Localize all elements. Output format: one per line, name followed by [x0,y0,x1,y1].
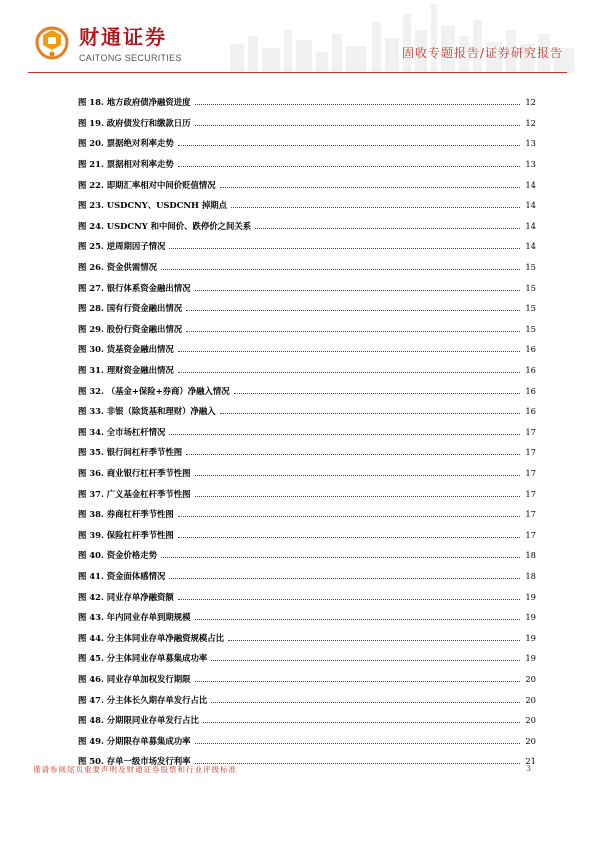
toc-entry-label: 图 22. 即期汇率相对中间价贬值情况 [78,179,216,190]
toc-entry-label: 图 30. 货基资金融出情况 [78,344,174,355]
toc-entry-label: 图 47. 分主体长久期存单发行占比 [78,694,208,705]
toc-entry-label: 图 31. 理财资金融出情况 [78,365,174,376]
toc-entry-label: 图 50. 存单一级市场发行利率 [78,756,191,767]
toc-entry[interactable] [78,319,536,340]
toc-entry[interactable] [78,710,536,731]
toc-entry-page: 17 [525,488,536,499]
toc-entry-page: 12 [525,97,536,108]
toc-entry-page: 20 [525,673,536,684]
toc-dot-leader [178,592,520,600]
toc-dot-leader [169,241,520,249]
toc-entry-label: 图 20. 票据绝对利率走势 [78,138,174,149]
toc-entry-page: 21 [525,756,536,767]
toc-entry-label: 图 27. 银行体系资金融出情况 [78,282,191,293]
toc-entry[interactable] [78,669,536,690]
toc-entry[interactable] [78,113,536,134]
toc-dot-leader [178,159,520,167]
toc-entry[interactable] [78,133,536,154]
toc-entry-page: 12 [525,117,536,128]
toc-dot-leader [203,715,520,723]
toc-entry[interactable] [78,463,536,484]
toc-entry[interactable] [78,545,536,566]
toc-dot-leader [178,365,520,373]
toc-dot-leader [195,118,520,126]
toc-entry-page: 16 [525,344,536,355]
toc-entry[interactable] [78,483,536,504]
toc-dot-leader [195,612,520,620]
toc-entry[interactable] [78,524,536,545]
toc-entry-label: 图 33. 非银（除货基和理财）净融入 [78,406,216,417]
toc-dot-leader [178,344,520,352]
toc-entry-page: 17 [525,447,536,458]
toc-dot-leader [169,427,520,435]
toc-entry-label: 图 34. 全市场杠杆情况 [78,426,166,437]
toc-entry[interactable] [78,360,536,381]
toc-entry[interactable] [78,195,536,216]
toc-entry-label: 图 43. 年内同业存单到期规模 [78,612,191,623]
table-of-figures [78,92,536,772]
toc-entry-label: 图 26. 资金供需情况 [78,262,158,273]
toc-entry-page: 13 [525,138,536,149]
toc-entry[interactable] [78,401,536,422]
toc-entry[interactable] [78,236,536,257]
toc-dot-leader [178,530,520,538]
toc-entry[interactable] [78,586,536,607]
toc-dot-leader [169,571,520,579]
toc-entry-page: 17 [525,509,536,520]
toc-entry-label: 图 38. 券商杠杆季节性图 [78,509,174,520]
toc-entry[interactable] [78,154,536,175]
toc-dot-leader [186,447,520,455]
toc-entry-label: 图 37. 广义基金杠杆季节性图 [78,488,191,499]
toc-dot-leader [195,736,520,744]
toc-dot-leader [211,695,520,703]
toc-entry[interactable] [78,216,536,237]
toc-entry[interactable] [78,442,536,463]
toc-entry-page: 20 [525,735,536,746]
document-type-label: 固收专题报告/证券研究报告 [401,46,563,60]
toc-entry-page: 18 [525,570,536,581]
toc-dot-leader [195,674,520,682]
brand-name-cn: 财通证券 [79,25,167,49]
toc-entry-label: 图 21. 票据相对利率走势 [78,159,174,170]
toc-entry-page: 15 [525,282,536,293]
toc-entry-label: 图 36. 商业银行杠杆季节性图 [78,467,191,478]
toc-entry-label: 图 49. 分期限存单募集成功率 [78,735,191,746]
toc-entry-label: 图 23. USDCNY、USDCNH 掉期点 [78,200,227,211]
toc-dot-leader [231,200,520,208]
toc-dot-leader [255,221,520,229]
toc-dot-leader [195,468,520,476]
brand-name-en: CAITONG SECURITIES [79,53,182,63]
toc-entry-page: 14 [525,220,536,231]
toc-entry-page: 15 [525,303,536,314]
toc-entry[interactable] [78,92,536,113]
toc-entry-page: 14 [525,200,536,211]
toc-entry-label: 图 40. 资金价格走势 [78,550,158,561]
toc-dot-leader [228,633,520,641]
toc-entry[interactable] [78,174,536,195]
toc-entry-page: 19 [525,653,536,664]
toc-dot-leader [195,489,520,497]
toc-entry-label: 图 25. 逆周期因子情况 [78,241,166,252]
page-header [0,0,595,73]
toc-entry-label: 图 41. 资金面体感情况 [78,570,166,581]
toc-entry-label: 图 45. 分主体同业存单募集成功率 [78,653,208,664]
caitong-logo-icon [33,26,71,60]
toc-entry-label: 图 29. 股份行资金融出情况 [78,323,183,334]
toc-entry[interactable] [78,627,536,648]
toc-entry-page: 17 [525,426,536,437]
toc-entry[interactable] [78,689,536,710]
toc-entry-page: 16 [525,385,536,396]
toc-entry-page: 19 [525,612,536,623]
toc-entry[interactable] [78,422,536,443]
toc-entry-page: 16 [525,365,536,376]
header-divider [28,72,567,73]
toc-dot-leader [161,262,520,270]
toc-entry-page: 15 [525,323,536,334]
toc-entry-label: 图 46. 同业存单加权发行期限 [78,673,191,684]
toc-entry[interactable] [78,566,536,587]
toc-dot-leader [195,283,520,291]
toc-entry-label: 图 44. 分主体同业存单净融资规模占比 [78,632,225,643]
toc-entry-page: 19 [525,632,536,643]
toc-entry-page: 16 [525,406,536,417]
toc-entry-page: 19 [525,591,536,602]
toc-entry-page: 20 [525,694,536,705]
toc-dot-leader [234,386,520,394]
toc-entry-label: 图 32. （基金+保险+券商）净融入情况 [78,385,230,396]
toc-entry[interactable] [78,648,536,669]
toc-entry-label: 图 19. 政府债发行和缴款日历 [78,117,191,128]
toc-dot-leader [195,97,520,105]
toc-entry[interactable] [78,257,536,278]
toc-entry-page: 13 [525,159,536,170]
toc-dot-leader [186,303,520,311]
toc-entry-page: 20 [525,715,536,726]
toc-entry[interactable] [78,607,536,628]
toc-entry[interactable] [78,298,536,319]
toc-entry[interactable] [78,730,536,751]
toc-entry-page: 15 [525,262,536,273]
toc-entry[interactable] [78,504,536,525]
toc-dot-leader [220,180,520,188]
toc-entry-label: 图 48. 分期限同业存单发行占比 [78,715,199,726]
toc-dot-leader [161,550,520,558]
toc-dot-leader [220,406,520,414]
toc-dot-leader [186,324,520,332]
toc-dot-leader [211,653,520,661]
toc-entry-page: 17 [525,467,536,478]
toc-entry[interactable] [78,339,536,360]
toc-entry-page: 14 [525,241,536,252]
toc-entry-label: 图 18. 地方政府债净融资进度 [78,97,191,108]
toc-entry-label: 图 28. 国有行资金融出情况 [78,303,183,314]
toc-entry-label: 图 42. 同业存单净融资额 [78,591,174,602]
toc-entry[interactable] [78,380,536,401]
page-number: 3 [526,764,532,773]
toc-entry[interactable] [78,277,536,298]
toc-entry-page: 17 [525,529,536,540]
toc-entry-label: 图 24. USDCNY 和中间价、跌停价之间关系 [78,220,252,231]
toc-entry-label: 图 35. 银行间杠杆季节性图 [78,447,183,458]
toc-dot-leader [195,756,520,764]
toc-dot-leader [178,509,520,517]
toc-entry-page: 18 [525,550,536,561]
disclaimer-note: 谨请参阅尾页重要声明及财通证券股票和行业评级标准 [33,765,237,774]
toc-dot-leader [178,138,520,146]
toc-entry-label: 图 39. 保险杠杆季节性图 [78,529,174,540]
toc-entry-page: 14 [525,179,536,190]
